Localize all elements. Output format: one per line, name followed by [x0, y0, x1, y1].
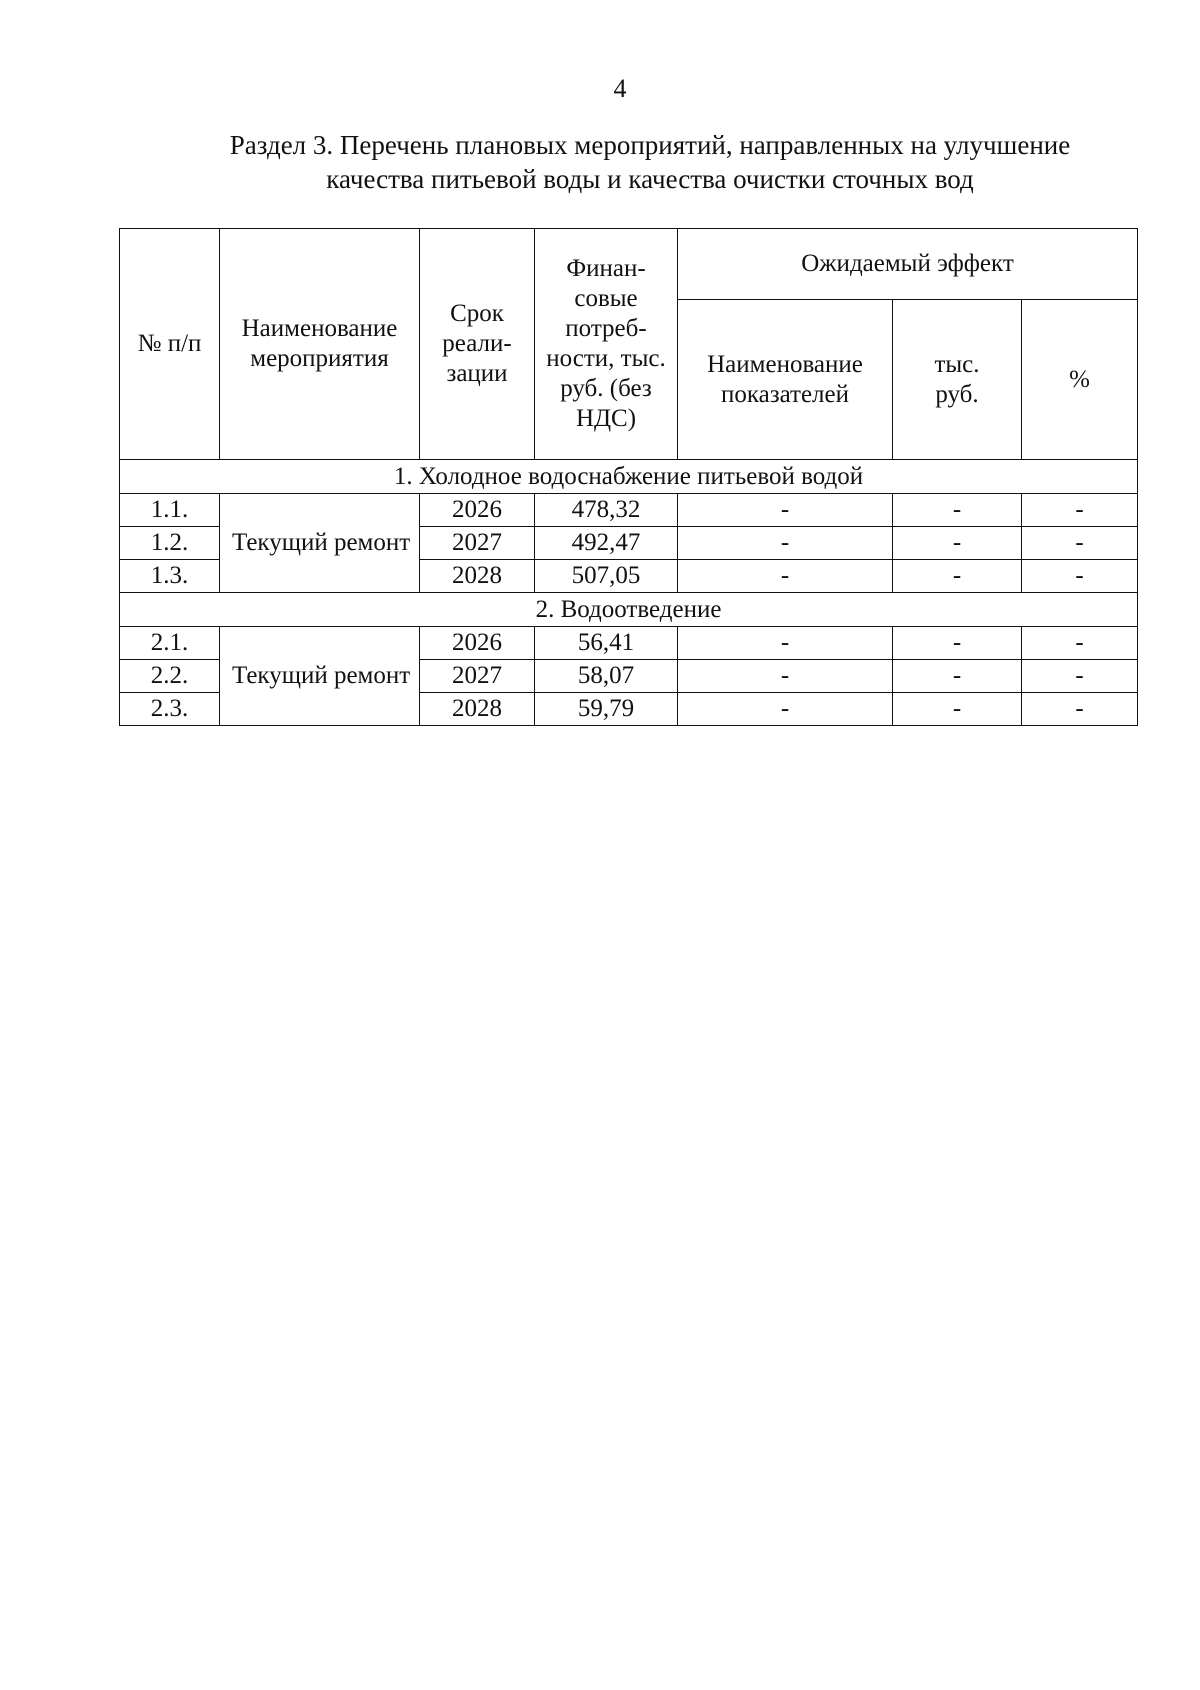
section-1-row [120, 460, 1138, 494]
row-amount: 56,41 [535, 627, 678, 660]
row-percent: - [1022, 627, 1138, 660]
section-1-title: 1. Холодное водоснабжение питьевой водой [120, 460, 1138, 494]
row-indicator: - [678, 560, 893, 593]
row-percent: - [1022, 693, 1138, 726]
row-num: 1.1. [120, 494, 220, 527]
row-num: 2.3. [120, 693, 220, 726]
header-expected-effect: Ожидаемый эффект [678, 229, 1138, 300]
row-indicator: - [678, 660, 893, 693]
row-amount: 507,05 [535, 560, 678, 593]
row-num: 1.2. [120, 527, 220, 560]
row-num: 2.1. [120, 627, 220, 660]
row-amount: 492,47 [535, 527, 678, 560]
row-thousand: - [893, 494, 1022, 527]
row-indicator: - [678, 627, 893, 660]
row-indicator: - [678, 527, 893, 560]
row-thousand: - [893, 693, 1022, 726]
row-year: 2026 [420, 494, 535, 527]
row-thousand: - [893, 627, 1022, 660]
row-indicator: - [678, 693, 893, 726]
section-title [200, 128, 1100, 196]
table-header-row [120, 229, 1138, 300]
row-percent: - [1022, 660, 1138, 693]
header-term: Срок реали-зации [420, 229, 535, 460]
table-row [120, 494, 1138, 527]
row-thousand: - [893, 660, 1022, 693]
row-num: 2.2. [120, 660, 220, 693]
row-year: 2028 [420, 693, 535, 726]
row-year: 2027 [420, 527, 535, 560]
row-year: 2028 [420, 560, 535, 593]
row-percent: - [1022, 527, 1138, 560]
header-percent: % [1022, 300, 1138, 460]
header-num: № п/п [120, 229, 220, 460]
row-thousand: - [893, 560, 1022, 593]
section-2-title: 2. Водоотведение [120, 593, 1138, 627]
page-number: 4 [613, 74, 627, 103]
row-num: 1.3. [120, 560, 220, 593]
header-activity-name: Наименование мероприятия [220, 229, 420, 460]
row-percent: - [1022, 494, 1138, 527]
section-title-line-1: Раздел 3. Перечень плановых мероприятий, направленных на улучшение [229, 130, 1071, 160]
table-row [120, 627, 1138, 660]
header-finance: Финан-совые потреб-ности, тыс. руб. (без НДС) [535, 229, 678, 460]
row-indicator: - [678, 494, 893, 527]
row-percent: - [1022, 560, 1138, 593]
activity-name: Текущий ремонт [220, 627, 420, 726]
header-indicator-name: Наименование показателей [678, 300, 893, 460]
header-thousand-rub: тыс. руб. [893, 300, 1022, 460]
row-amount: 59,79 [535, 693, 678, 726]
row-year: 2026 [420, 627, 535, 660]
section-title-line-2: качества питьевой воды и качества очистки сточных вод [326, 164, 974, 194]
activity-name: Текущий ремонт [220, 494, 420, 593]
section-2-row [120, 593, 1138, 627]
plan-table [119, 228, 1138, 726]
row-thousand: - [893, 527, 1022, 560]
row-amount: 478,32 [535, 494, 678, 527]
row-year: 2027 [420, 660, 535, 693]
row-amount: 58,07 [535, 660, 678, 693]
